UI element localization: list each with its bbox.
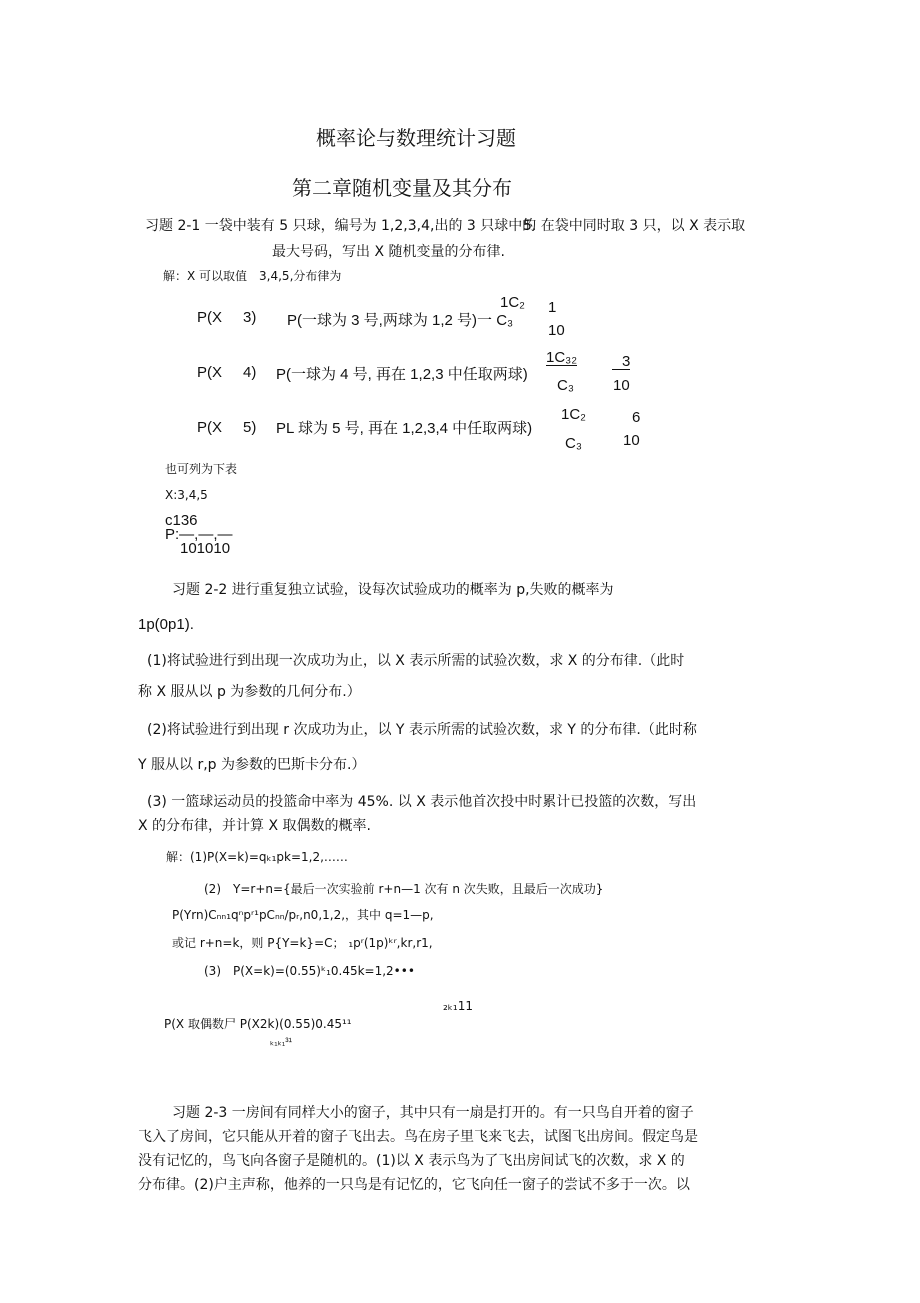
formula-val: 5) xyxy=(243,419,257,436)
ex23-line1: 习题 2-3 一房间有同样大小的窗子，其中只有一扇是打开的。有一只鸟自开着的窗子 xyxy=(172,1105,694,1121)
table-intro: 也可列为下表 xyxy=(165,462,238,476)
ex21-line2: 最大号码，写出 X 随机变量的分布律. xyxy=(272,244,505,260)
ex22-line2: 1p(0p1). xyxy=(138,616,194,633)
ex22-q3b: X 的分布律，并计算 X 取偶数的概率. xyxy=(138,818,371,834)
sol-2: (2) Y=r+n={最后一次实验前 r+n—1 次有 n 次失败，且最后一次成功} xyxy=(204,882,604,896)
formula-num: 1C₃₂ xyxy=(546,349,578,366)
formula-desc: P(一球为 3 号,两球为 1,2 号)一 C₃ xyxy=(287,312,514,329)
ex22-q2a: (2)将试验进行到出现 r 次成功为止，以 Y 表示所需的试验次数，求 Y 的分布律.（此时称 xyxy=(147,722,697,738)
result-num: 6 xyxy=(632,409,641,426)
result-num: 3 xyxy=(612,354,630,370)
sol-4: 或记 r+n=k，则 P{Y=k}=C； ₁pʳ(1p)ᵏʳ,kr,r1, xyxy=(172,936,433,950)
formula-val: 4) xyxy=(243,364,257,381)
ex22-q3a: (3) 一篮球运动员的投篮命中率为 45%. 以 X 表示他首次投中时累计已投篮的次数，写出 xyxy=(147,794,697,810)
den-row: 101010 xyxy=(180,540,231,557)
sol-6-sup: ₂ₖ₁11 xyxy=(443,999,473,1013)
c-row: c136 xyxy=(165,512,198,529)
sol-1: 解：(1)P(X=k)=qₖ₁pk=1,2,…… xyxy=(166,850,348,864)
ex23-line3: 没有记忆的，鸟飞向各窗子是随机的。(1)以 X 表示鸟为了飞出房间试飞的次数，求 X 的 xyxy=(138,1153,685,1169)
formula-lhs: P(X xyxy=(197,364,223,381)
x-row: X:3,4,5 xyxy=(165,488,208,502)
formula-den: C₃ xyxy=(565,435,582,452)
ex23-line4: 分布律。(2)户主声称，他养的一只鸟是有记忆的，它飞向任一窗子的尝试不多于一次。以 xyxy=(138,1177,690,1193)
ex23-line2: 飞入了房间，它只能从开着的窗子飞出去。鸟在房子里飞来飞去，试图飞出房间。假定鸟是 xyxy=(138,1129,698,1145)
sol-6-sub: ₖ₁ₖ₁³¹ xyxy=(270,1037,292,1048)
doc-title: 概率论与数理统计习题 xyxy=(316,126,516,150)
p-row: P:—,—,— xyxy=(165,526,233,543)
result-den: 10 xyxy=(548,322,565,339)
ex21-line1a: 习题 2-1 一袋中装有 5 只球，编号为 1,2,3,4,出的 3 只球中的 xyxy=(145,218,537,234)
sol-6: P(X 取偶数尸 P(X2k)(0.55)0.45¹¹ xyxy=(164,1017,352,1031)
ex22-q1b: 称 X 服从以 p 为参数的几何分布.） xyxy=(138,684,361,700)
ex21-solution: 解：X 可以取值 3,4,5,分布律为 xyxy=(163,269,342,283)
formula-desc: PL 球为 5 号, 再在 1,2,3,4 中任取两球) xyxy=(276,420,533,437)
result-den: 10 xyxy=(613,377,630,394)
formula-desc: P(一球为 4 号, 再在 1,2,3 中任取两球) xyxy=(276,366,528,383)
ex22-q1a: (1)将试验进行到出现一次成功为止，以 X 表示所需的试验次数，求 X 的分布律.（此时 xyxy=(147,653,685,669)
formula-den: C₃ xyxy=(557,377,574,394)
ex22-q2b: Y 服从以 r,p 为参数的巴斯卡分布.） xyxy=(138,757,366,773)
sol-3: P(Yrn)Cₙₙ₁qⁿpʳ¹pCₙₙ/pᵣ,n0,1,2,，其中 q=1—p, xyxy=(172,908,434,922)
ex22-line1: 习题 2-2 进行重复独立试验，设每次试验成功的概率为 p,失败的概率为 xyxy=(172,582,614,598)
chapter-title: 第二章随机变量及其分布 xyxy=(292,176,512,200)
formula-lhs: P(X xyxy=(197,419,223,436)
result-den: 10 xyxy=(623,432,640,449)
result-num: 1 xyxy=(548,299,557,316)
formula-lhs: P(X xyxy=(197,309,223,326)
formula-num: 1C₂ xyxy=(500,294,525,311)
formula-num: 1C₂ xyxy=(561,406,586,423)
formula-val: 3) xyxy=(243,309,257,326)
ex21-line1b: 5. 在袋中同时取 3 只，以 X 表示取 xyxy=(523,218,746,234)
sol-5: (3) P(X=k)=(0.55)ᵏ₁0.45k=1,2••• xyxy=(204,964,415,978)
